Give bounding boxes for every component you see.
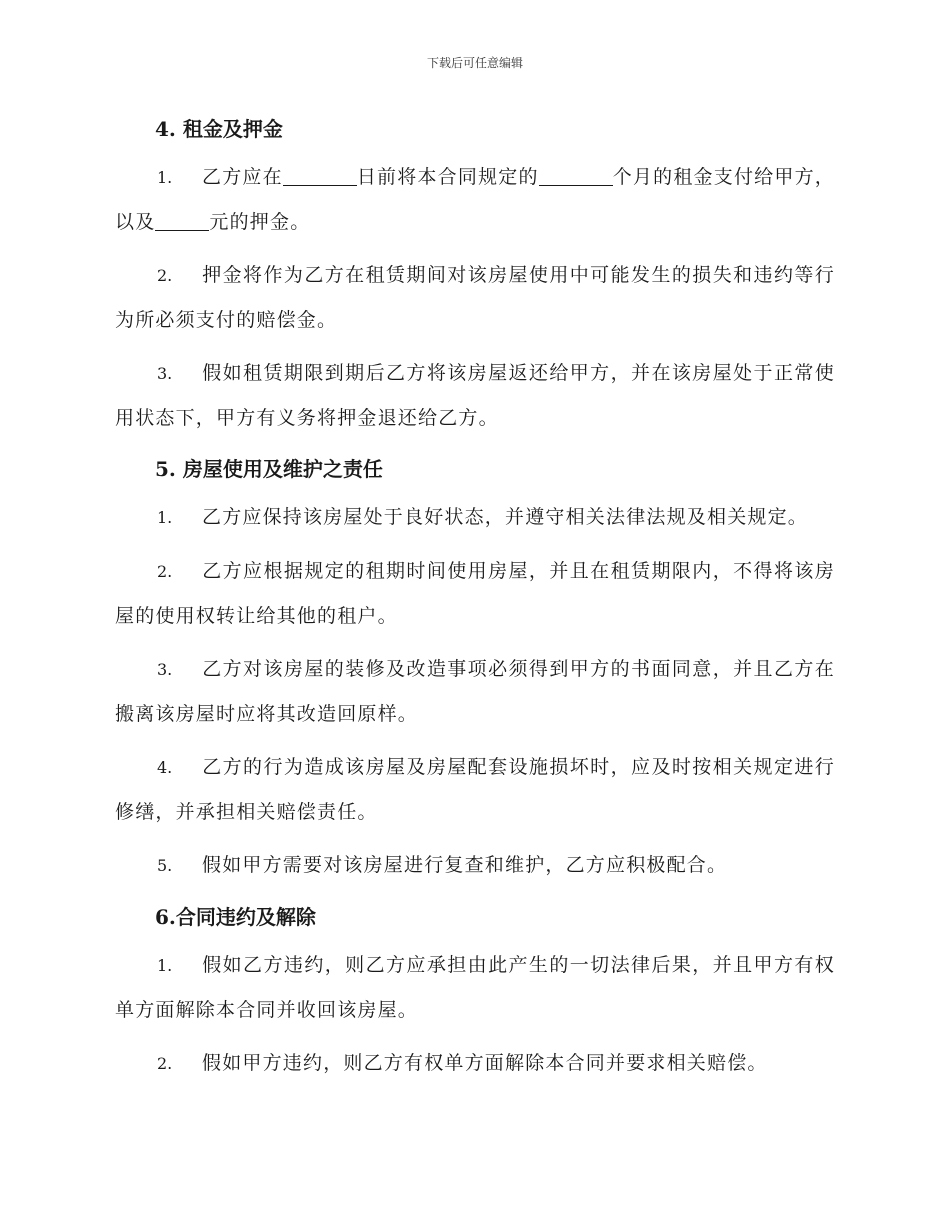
- section6-item-2: [115, 1041, 835, 1086]
- section4-item-1: [115, 155, 835, 244]
- document-body: [115, 110, 835, 1086]
- section4-item-3: [115, 351, 835, 440]
- item-number: 1.: [157, 508, 173, 527]
- item-number: 2.: [157, 266, 173, 285]
- item-number: 2.: [157, 562, 173, 581]
- item-text-part: 元的押金。: [209, 211, 311, 233]
- item-text: 乙方应保持该房屋处于良好状态，并遵守相关法律法规及相关规定。: [202, 506, 809, 528]
- fill-blank-date[interactable]: [283, 163, 357, 186]
- section-title-6: 6.合同违约及解除: [155, 905, 316, 929]
- item-text: 乙方应根据规定的租期时间使用房屋，并且在租赁期限内，不得将该房屋的使用权转让给其他的租户。: [115, 560, 835, 627]
- item-text: 乙方的行为造成该房屋及房屋配套设施损坏时，应及时按相关规定进行修缮，并承担相关赔偿责任。: [115, 756, 835, 823]
- item-number: 3.: [157, 364, 173, 383]
- section6-item-1: [115, 943, 835, 1032]
- item-text-part: 个月的租金支付给甲方，以及: [115, 166, 835, 233]
- item-number: 4.: [157, 758, 173, 777]
- fill-blank-months[interactable]: [539, 163, 613, 186]
- item-number: 3.: [157, 660, 173, 679]
- section5-item-4: [115, 745, 835, 834]
- section4-item-2: [115, 253, 835, 342]
- fill-blank-deposit[interactable]: [155, 208, 209, 231]
- section-title-4: 4. 租金及押金: [155, 117, 283, 141]
- item-text: 乙方对该房屋的装修及改造事项必须得到甲方的书面同意，并且乙方在搬离该房屋时应将其改造回原样。: [115, 658, 835, 725]
- section5-item-1: [115, 495, 835, 540]
- section5-item-3: [115, 647, 835, 736]
- item-text-part: 日前将本合同规定的: [356, 166, 539, 188]
- item-text: 假如乙方违约，则乙方应承担由此产生的一切法律后果，并且甲方有权单方面解除本合同并收回该房屋。: [115, 954, 835, 1021]
- item-text: 押金将作为乙方在租赁期间对该房屋使用中可能发生的损失和违约等行为所必须支付的赔偿金。: [115, 264, 835, 331]
- section-title-5: 5. 房屋使用及维护之责任: [155, 457, 383, 481]
- section5-item-5: [115, 843, 835, 888]
- item-number: 1.: [157, 168, 173, 187]
- item-number: 5.: [157, 856, 173, 875]
- item-text: 假如租赁期限到期后乙方将该房屋返还给甲方，并在该房屋处于正常使用状态下，甲方有义务将押金退还给乙方。: [115, 362, 835, 429]
- section5-item-2: [115, 549, 835, 638]
- item-number: 1.: [157, 956, 173, 975]
- item-number: 2.: [157, 1054, 173, 1073]
- item-text: 假如甲方违约，则乙方有权单方面解除本合同并要求相关赔偿。: [202, 1052, 768, 1074]
- item-text: 假如甲方需要对该房屋进行复查和维护，乙方应积极配合。: [202, 854, 728, 876]
- header-note: 下载后可任意编辑: [426, 56, 523, 70]
- item-text-part: 乙方应在: [202, 166, 283, 188]
